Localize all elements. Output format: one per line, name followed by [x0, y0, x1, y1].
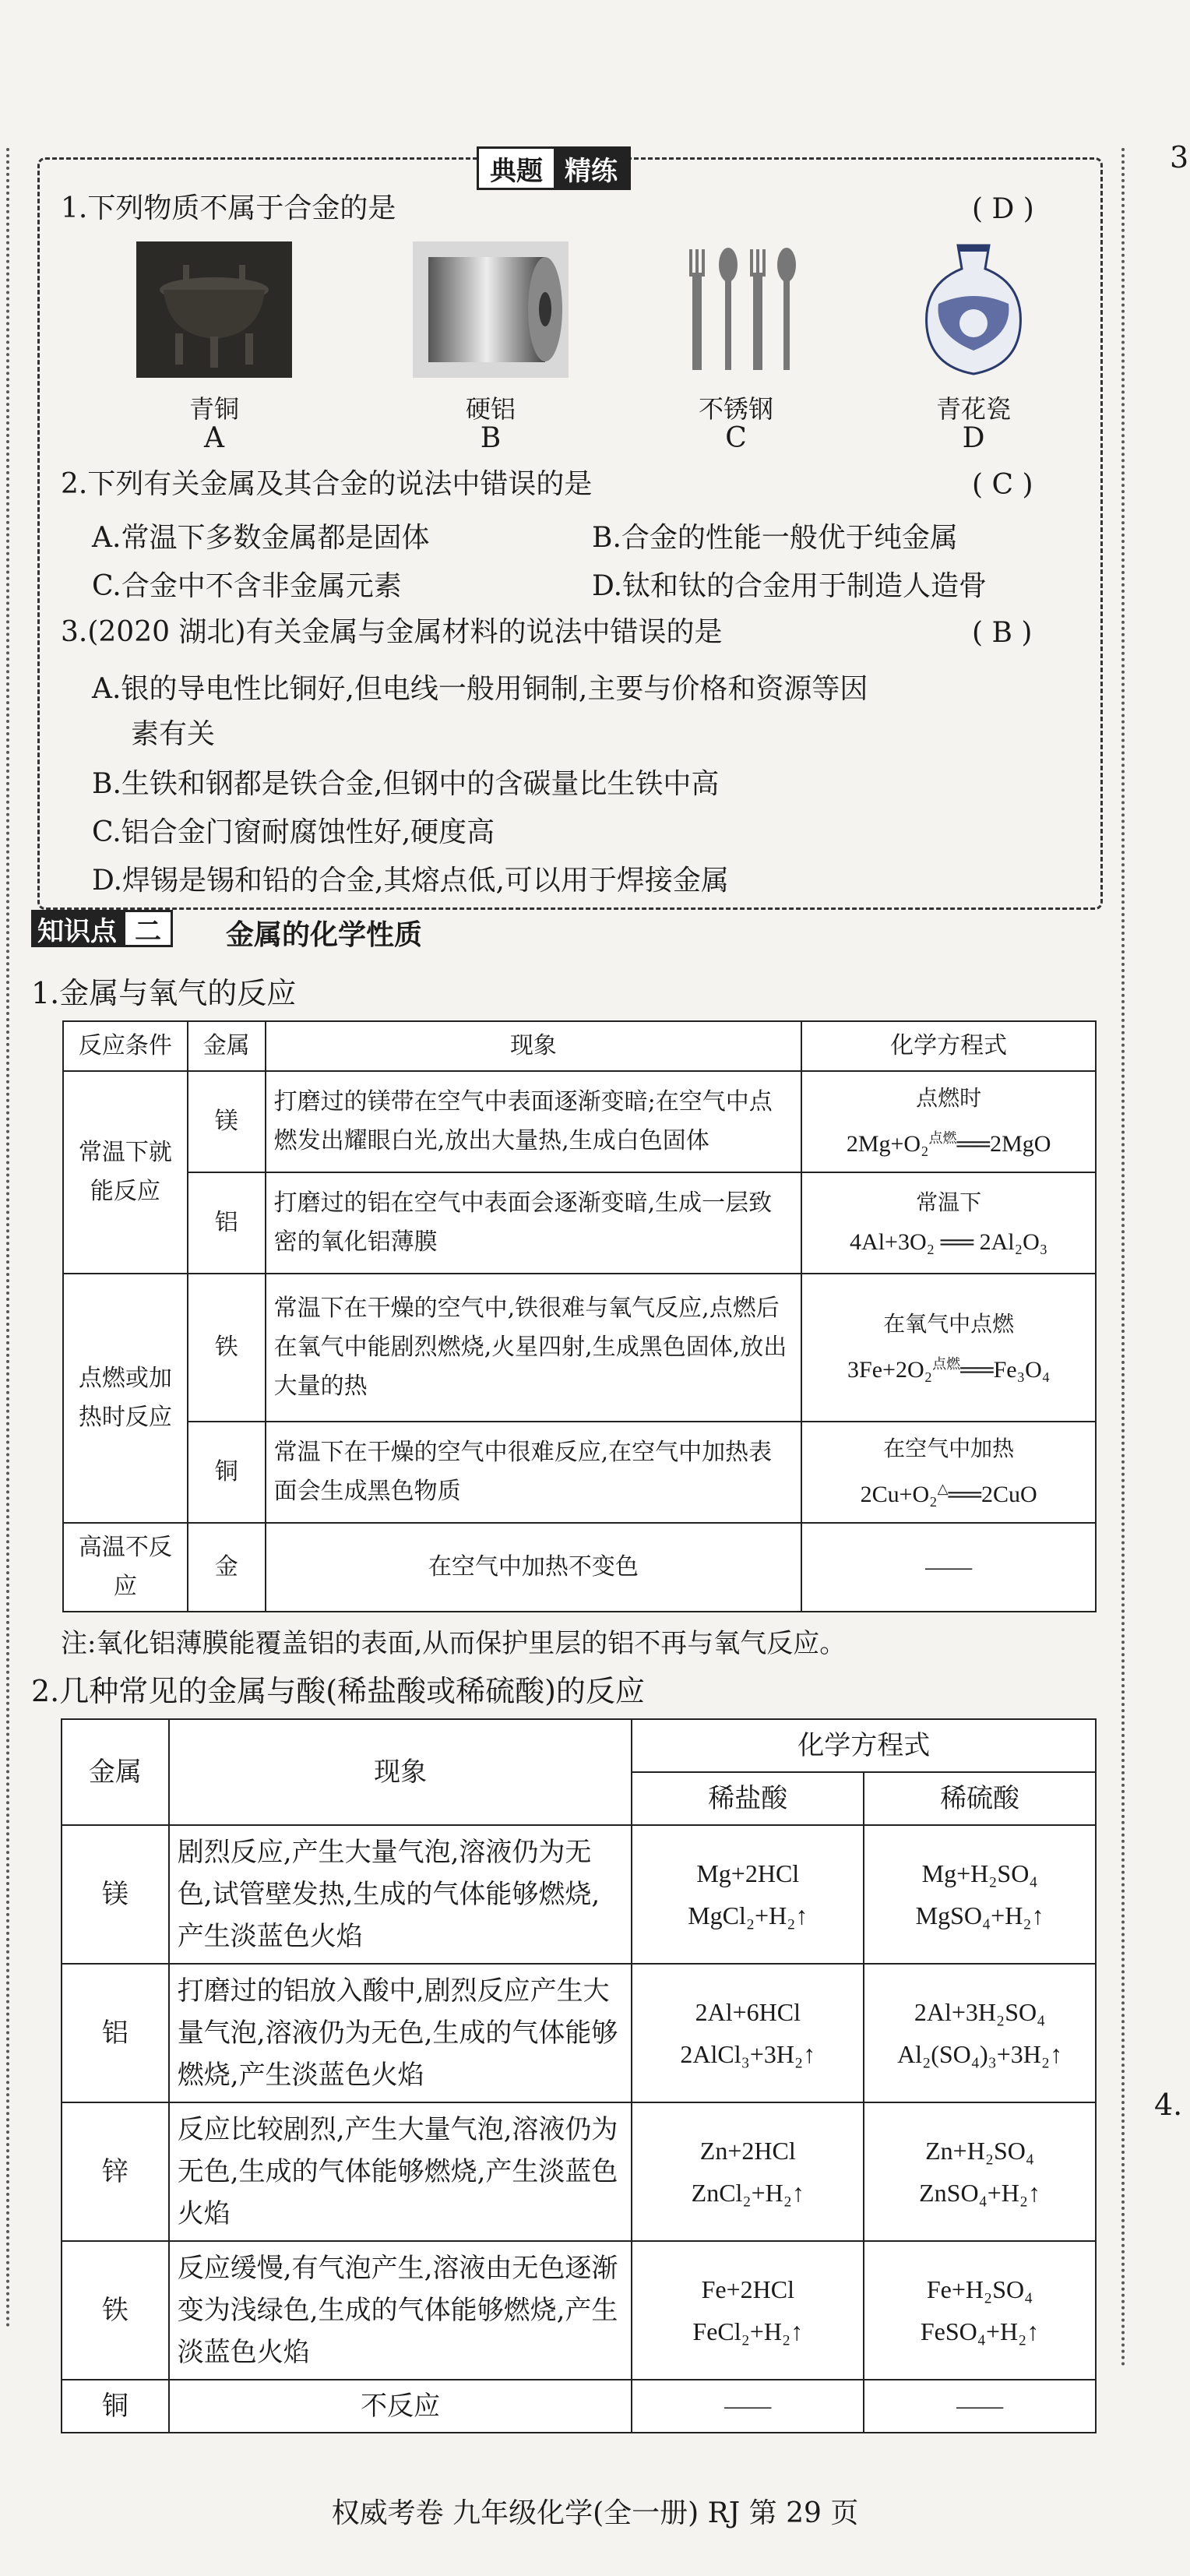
q3-option-a-line2: 素有关 — [131, 718, 216, 750]
t1-metal: 金 — [188, 1523, 266, 1612]
table-row — [63, 1422, 1096, 1523]
eq-line: ZnSO₄+H₂↑ — [919, 2179, 1041, 2207]
porcelain-vase-image — [896, 241, 1051, 378]
t1-rhs: 2Al₂O₃ — [979, 1229, 1048, 1255]
table-row — [63, 1172, 1096, 1274]
t2-header-h2so4: 稀硫酸 — [864, 1772, 1096, 1825]
table-row — [62, 2102, 1096, 2241]
t2-phenomenon: 反应比较剧烈,产生大量气泡,溶液仍为无色,生成的气体能够燃烧,产生淡蓝色火焰 — [169, 2102, 632, 2241]
subsection-2-title: 2.几种常见的金属与酸(稀盐酸或稀硫酸)的反应 — [31, 1674, 645, 1708]
q1-text: 1.下列物质不属于合金的是 — [61, 192, 396, 224]
t1-group-3: 高温不反应 — [63, 1523, 188, 1612]
t2-metal: 铜 — [62, 2380, 169, 2433]
kp-tag-number: 二 — [123, 910, 173, 947]
t1-lhs: 2Cu+O₂ — [860, 1482, 938, 1507]
q1-label-a: 青铜 — [188, 394, 239, 424]
q1-letter-b: B — [480, 422, 502, 454]
margin-page-number: 3 — [1170, 140, 1189, 174]
q1-letter-c: C — [725, 422, 747, 454]
t1-equation-cu: 在空气中加热 2Cu+O₂△══2CuO — [801, 1422, 1096, 1523]
t1-group-2: 点燃或加热时反应 — [63, 1274, 188, 1523]
t2-header-hcl: 稀盐酸 — [632, 1772, 864, 1825]
t2-hcl-eq — [632, 1964, 864, 2102]
q2-option-d: D.钛和钛的合金用于制造人造骨 — [592, 570, 988, 602]
kp-tag-label: 知识点 — [31, 910, 123, 947]
banner-right: 精练 — [554, 149, 628, 188]
stainless-cutlery-image — [658, 241, 814, 378]
eq-line: Al₂(SO₄)₃+3H₂↑ — [897, 2040, 1063, 2068]
t1-phenomenon: 常温下在干燥的空气中,铁很难与氧气反应,点燃后在氧气中能剧烈燃烧,火星四射,生成黑色固体,放出大量的热 — [266, 1274, 802, 1422]
q3-option-c: C.铝合金门窗耐腐蚀性好,硬度高 — [92, 816, 495, 848]
knowledge-point-tag — [31, 910, 173, 947]
t1-metal: 镁 — [188, 1071, 266, 1172]
t1-equation-fe: 在氧气中点燃 3Fe+2O₂$^{点燃}$══Fe₃O₄ — [801, 1274, 1096, 1422]
t1-group-1: 常温下就能反应 — [63, 1071, 188, 1274]
margin-question-number: 4. — [1154, 2088, 1183, 2122]
t1-metal: 铁 — [188, 1274, 266, 1422]
eq-line: 2AlCl₃+3H₂↑ — [680, 2040, 816, 2068]
t2-h2so4-eq — [864, 1964, 1096, 2102]
t2-hcl-eq — [632, 2102, 864, 2241]
q2-option-c: C.合金中不含非金属元素 — [92, 570, 402, 602]
eq-line: Mg+H₂SO₄ — [921, 1859, 1038, 1887]
t2-h2so4-eq — [864, 2241, 1096, 2380]
table-row — [62, 2241, 1096, 2380]
eq-line: FeSO₄+H₂↑ — [920, 2317, 1040, 2345]
q2-text: 2.下列有关金属及其合金的说法中错误的是 — [61, 468, 593, 500]
eq-line: ZnCl₂+H₂↑ — [691, 2179, 804, 2207]
t2-metal: 铁 — [62, 2241, 169, 2380]
t1-equation-mg: 点燃时 2Mg+O₂$^{点燃}$══2MgO — [801, 1071, 1096, 1172]
eq-line: Fe+H₂SO₄ — [926, 2275, 1033, 2303]
q2-answer: ( C ) — [972, 469, 1033, 501]
t2-metal: 镁 — [62, 1825, 169, 1964]
t2-hcl-eq — [632, 1825, 864, 1964]
table1-header-row — [63, 1021, 1096, 1071]
t1-cond-label: 常温下 — [916, 1191, 982, 1215]
eq-line: FeCl₂+H₂↑ — [692, 2317, 804, 2345]
t1-rhs: 2CuO — [981, 1482, 1037, 1507]
t1-lhs: 2Mg+O₂ — [846, 1131, 929, 1157]
eq-line: MgSO₄+H₂↑ — [915, 1901, 1044, 1929]
t2-hcl-eq — [632, 2241, 864, 2380]
t1-cond-label: 在空气中加热 — [883, 1437, 1015, 1461]
t2-metal: 锌 — [62, 2102, 169, 2241]
q1-label-b: 硬铝 — [465, 394, 516, 424]
q3-option-b: B.生铁和钢都是铁合金,但钢中的含碳量比生铁中高 — [92, 768, 720, 800]
table-row — [63, 1274, 1096, 1422]
t1-equation-al: 常温下 4Al+3O₂ ══ 2Al₂O₃ — [801, 1172, 1096, 1274]
q3-option-d: D.焊锡是锡和铅的合金,其熔点低,可以用于焊接金属 — [92, 865, 729, 897]
eq-line: Mg+2HCl — [696, 1859, 800, 1887]
banner-left: 典题 — [490, 155, 543, 187]
t1-equation-au: —— — [801, 1523, 1096, 1612]
t1-metal: 铝 — [188, 1172, 266, 1274]
q3-option-a-line1: A.银的导电性比铜好,但电线一般用铜制,主要与价格和资源等因 — [92, 673, 868, 705]
q2-option-b: B.合金的性能一般优于纯金属 — [592, 522, 958, 554]
t2-header-equation: 化学方程式 — [632, 1719, 1096, 1772]
t1-phenomenon: 打磨过的镁带在空气中表面逐渐变暗;在空气中点燃发出耀眼白光,放出大量热,生成白色固体 — [266, 1071, 802, 1172]
table-row — [62, 1825, 1096, 1964]
t1-phenomenon: 常温下在干燥的空气中很难反应,在空气中加热表面会生成黑色物质 — [266, 1422, 802, 1523]
eq-line: 2Al+6HCl — [695, 1998, 801, 2026]
q1-letter-d: D — [962, 422, 985, 454]
table-row — [63, 1523, 1096, 1612]
t1-rhs: 2MgO — [990, 1131, 1051, 1157]
table-row — [62, 2380, 1096, 2433]
right-dotted-border — [1121, 148, 1125, 2368]
t1-header-phenomenon: 现象 — [266, 1021, 802, 1071]
t1-metal: 铜 — [188, 1422, 266, 1523]
q1-label-d: 青花瓷 — [935, 394, 1011, 424]
q1-answer: ( D ) — [972, 193, 1034, 225]
q1-label-c: 不锈钢 — [698, 394, 773, 424]
bronze-vessel-image — [136, 241, 292, 378]
left-dotted-border — [6, 148, 9, 2329]
t1-cond-label: 点燃时 — [916, 1087, 982, 1111]
t1-lhs: 3Fe+2O₂ — [847, 1357, 933, 1383]
q3-text: 3.(2020 湖北)有关金属与金属材料的说法中错误的是 — [61, 616, 723, 648]
table-row — [62, 1964, 1096, 2102]
eq-line: Zn+2HCl — [699, 2137, 796, 2165]
q3-answer: ( B ) — [972, 617, 1033, 649]
t1-phenomenon: 打磨过的铝在空气中表面会逐渐变暗,生成一层致密的氧化铝薄膜 — [266, 1172, 802, 1274]
t2-phenomenon: 不反应 — [169, 2380, 632, 2433]
t2-phenomenon: 剧烈反应,产生大量气泡,溶液仍为无色,试管壁发热,生成的气体能够燃烧,产生淡蓝色火焰 — [169, 1825, 632, 1964]
t1-rhs: Fe₃O₄ — [993, 1357, 1051, 1383]
metal-oxygen-table — [62, 1020, 1097, 1612]
note-text: 注:氧化铝薄膜能覆盖铝的表面,从而保护里层的铝不再与氧气反应。 — [61, 1628, 847, 1659]
t2-metal: 铝 — [62, 1964, 169, 2102]
q1-letter-a: A — [204, 422, 224, 454]
eq-line: Fe+2HCl — [701, 2275, 794, 2303]
exercise-banner — [477, 146, 631, 190]
metal-acid-table — [61, 1718, 1097, 2433]
t1-phenomenon: 在空气中加热不变色 — [266, 1523, 802, 1612]
t2-phenomenon: 反应缓慢,有气泡产生,溶液由无色逐渐变为浅绿色,生成的气体能够燃烧,产生淡蓝色火焰 — [169, 2241, 632, 2380]
t1-over: △ — [937, 1481, 949, 1496]
t1-lhs: 4Al+3O₂ — [850, 1229, 935, 1255]
section-title: 金属的化学性质 — [226, 919, 423, 951]
eq-line: Zn+H₂SO₄ — [925, 2137, 1035, 2165]
q2-option-a: A.常温下多数金属都是固体 — [92, 522, 430, 554]
t1-over: 点燃 — [928, 1130, 957, 1146]
t1-header-equation: 化学方程式 — [801, 1021, 1096, 1071]
page-footer: 权威考卷 九年级化学(全一册) RJ 第 29 页 — [331, 2497, 859, 2529]
t2-phenomenon: 打磨过的铝放入酸中,剧烈反应产生大量气泡,溶液仍为无色,生成的气体能够燃烧,产生淡蓝色火焰 — [169, 1964, 632, 2102]
t2-header-phenomenon: 现象 — [169, 1719, 632, 1825]
t2-h2so4-eq — [864, 1825, 1096, 1964]
t1-cond-label: 在氧气中点燃 — [883, 1313, 1015, 1337]
t2-h2so4-eq: —— — [864, 2380, 1096, 2433]
table2-header-row — [62, 1719, 1096, 1772]
t2-h2so4-eq — [864, 2102, 1096, 2241]
eq-line: MgCl₂+H₂↑ — [688, 1901, 808, 1929]
t2-header-metal: 金属 — [62, 1719, 169, 1825]
t1-header-condition: 反应条件 — [63, 1021, 188, 1071]
t1-over: 点燃 — [932, 1356, 961, 1372]
subsection-1-title: 1.金属与氧气的反应 — [31, 976, 297, 1010]
t1-header-metal: 金属 — [188, 1021, 266, 1071]
eq-line: 2Al+3H₂SO₄ — [914, 1998, 1046, 2026]
table-row — [63, 1071, 1096, 1172]
aluminum-roll-image — [413, 241, 569, 378]
t2-hcl-eq: —— — [632, 2380, 864, 2433]
